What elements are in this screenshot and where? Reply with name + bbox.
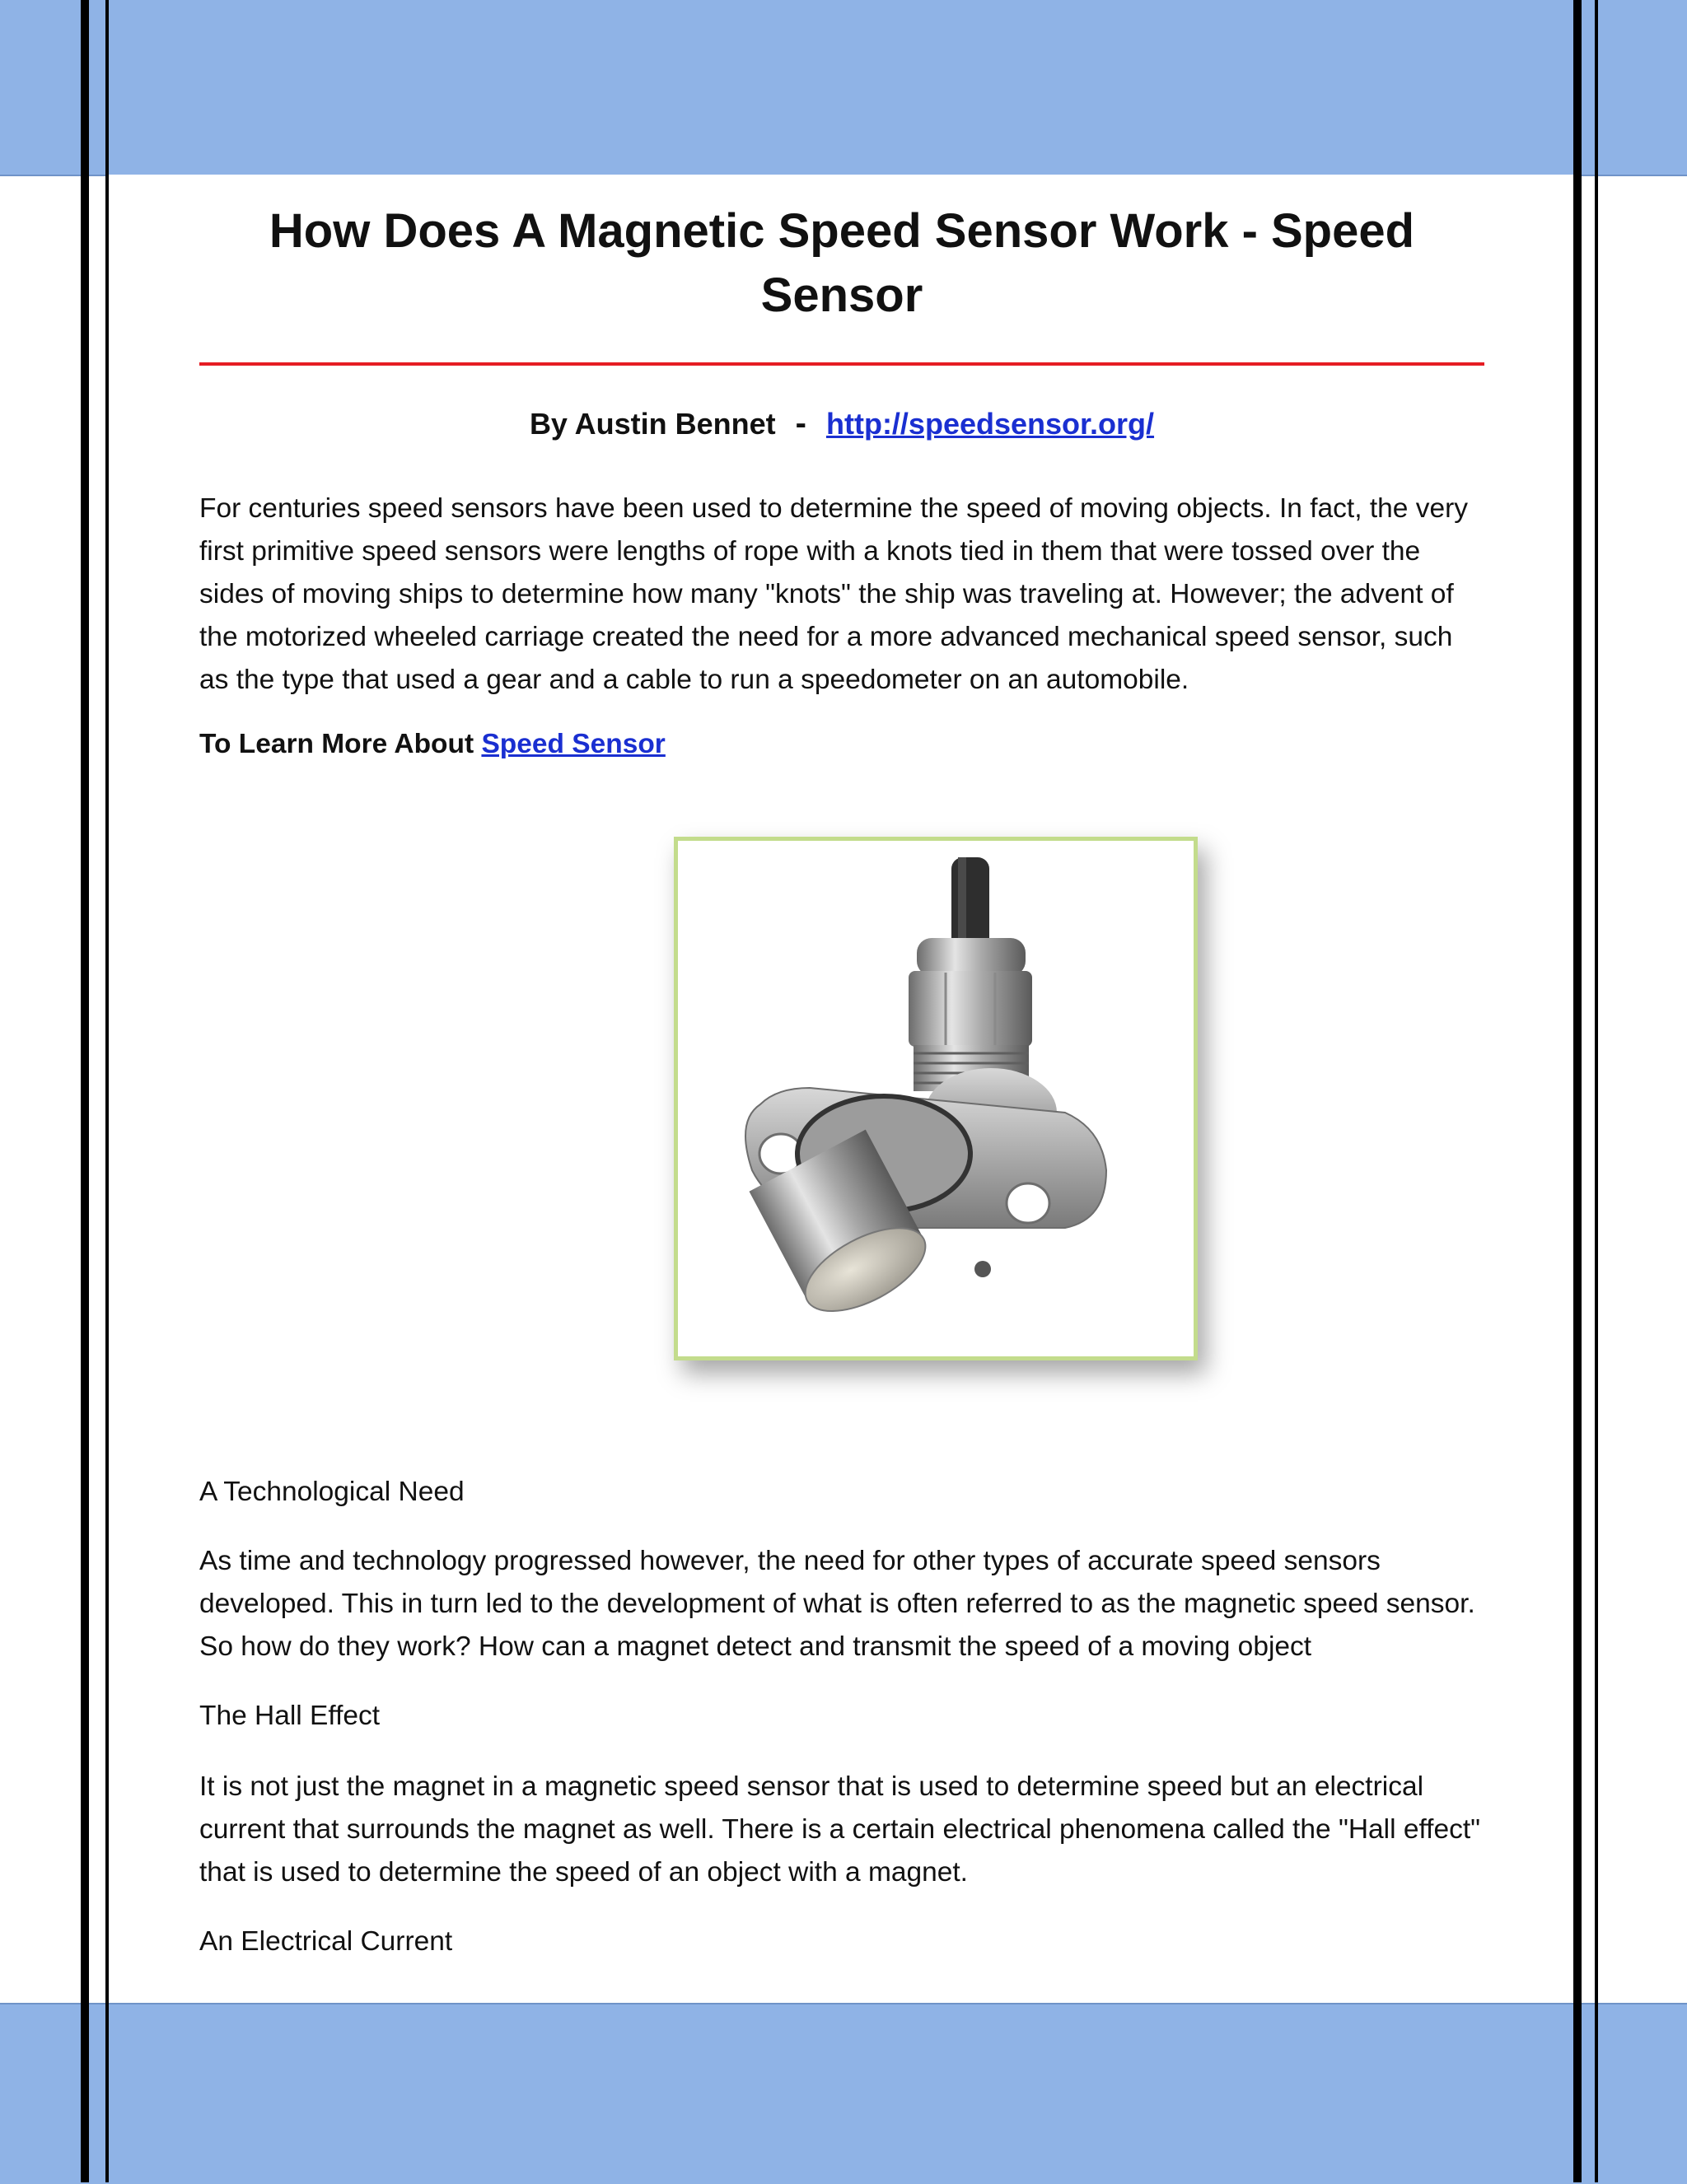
intro-paragraph: For centuries speed sensors have been used to determine the speed of moving objects. In fact, the very first primitive speed sensors were lengths of rope with a knots tied in them that were tossed over the sides of moving ships to determine how many "knots" the ship was traveling at. However; the advent of the motorized wheeled carriage created the need for a more advanced mechanical speed sensor, such as the type that used a gear and a cable to run a speedometer on an automobile. [199,493,1469,695]
right-border-rule-outer [1595,0,1598,2182]
left-border-rule-outer [81,0,89,2182]
byline [199,404,1484,444]
learn-more-prefix: To Learn More About [199,729,474,759]
page-title: How Does A Magnetic Speed Sensor Work - Speed Sensor [269,204,1415,322]
right-border-rule-inner [1573,0,1582,2182]
document-page [109,175,1573,2003]
header-band [0,0,1687,176]
section-heading-technological-need: A Technological Need [199,1477,465,1507]
section-heading-hall-effect: The Hall Effect [199,1701,381,1731]
section-body-hall-effect: It is not just the magnet in a magnetic speed sensor that is used to determine speed but an electrical current that surrounds the magnet as well. There is a certain electrical phenomena called the "Hall effect" that is used to determine the speed of an object with a magnet. [199,1771,1481,1888]
speed-sensor-illustration [678,841,1194,1356]
speed-sensor-photo [674,837,1198,1360]
section-body-technological-need: As time and technology progressed however, the need for other types of accurate speed sensors developed. This in turn led to the development of what is often referred to as the magnetic speed sensor. So how do they work? How can a magnet detect and transmit the speed of a moving object [199,1546,1475,1662]
website-link[interactable]: http://speedsensor.org/ [825,407,1155,441]
speed-sensor-link[interactable]: Speed Sensor [481,729,666,759]
footer-band [0,2003,1687,2184]
title-divider [199,362,1484,366]
learn-more-line [199,725,1484,764]
byline-separator: - [795,405,806,441]
section-heading-electrical-current: An Electrical Current [199,1926,453,1957]
author-name: By Austin Bennet [529,407,776,441]
